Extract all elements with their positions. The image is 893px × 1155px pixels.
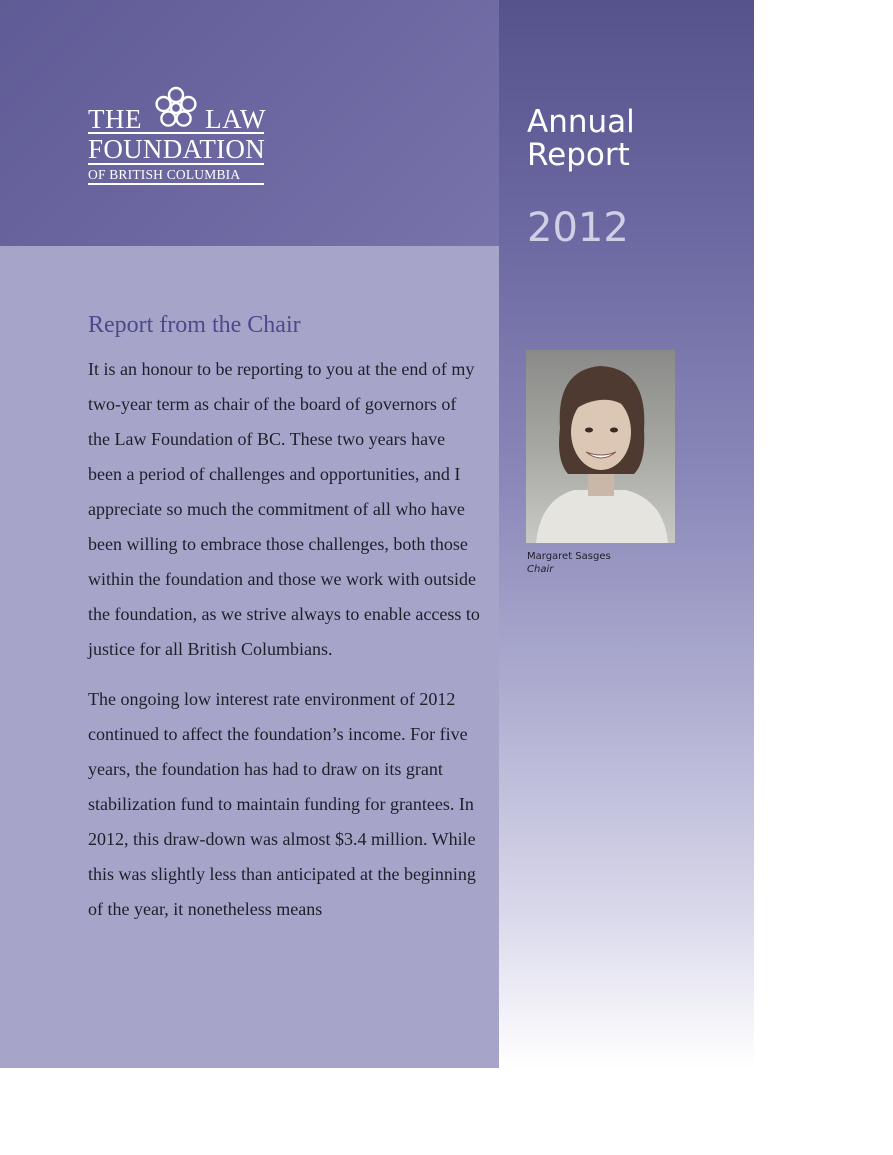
chair-portrait-photo	[526, 350, 675, 543]
logo-text-law: LAW	[205, 104, 266, 134]
report-year: 2012	[527, 205, 629, 251]
title-line-report: Report	[527, 137, 630, 173]
logo-text-the: THE	[88, 104, 142, 134]
logo-divider	[88, 183, 264, 185]
caption-name: Margaret Sasges	[527, 551, 611, 562]
body-paragraph: The ongoing low interest rate environment of 2012 continued to affect the foundation’s income. For five years, the foundation has had to draw on its grant stabilization fund to maintain funding for grantees. In 2012, this draw-down was almost $3.4 million. While this was slightly less than anticipated at the beginning of the year, it nonetheless means	[88, 689, 476, 919]
section-heading: Report from the Chair	[88, 312, 301, 338]
annual-report-title	[527, 106, 635, 172]
photo-caption	[527, 550, 611, 576]
logo-text-foundation: FOUNDATION	[88, 134, 265, 164]
flower-icon	[154, 86, 198, 130]
law-foundation-logo	[88, 86, 266, 185]
body-paragraph: It is an honour to be reporting to you at the end of my two-year term as chair of the board of governors of the Law Foundation of BC. These two years have been a period of challenges and opportunities, and I appreciate so much the commitment of all who have been willing to embrace those challenges, both those within the foundation and those we work with outside the foundation, as we strive always to enable access to justice for all British Columbians.	[88, 359, 480, 659]
logo-text-british-columbia: OF BRITISH COLUMBIA	[88, 167, 241, 182]
caption-role: Chair	[527, 564, 554, 575]
title-line-annual: Annual	[527, 104, 635, 140]
portrait-illustration	[526, 350, 675, 543]
body-text	[88, 352, 480, 942]
